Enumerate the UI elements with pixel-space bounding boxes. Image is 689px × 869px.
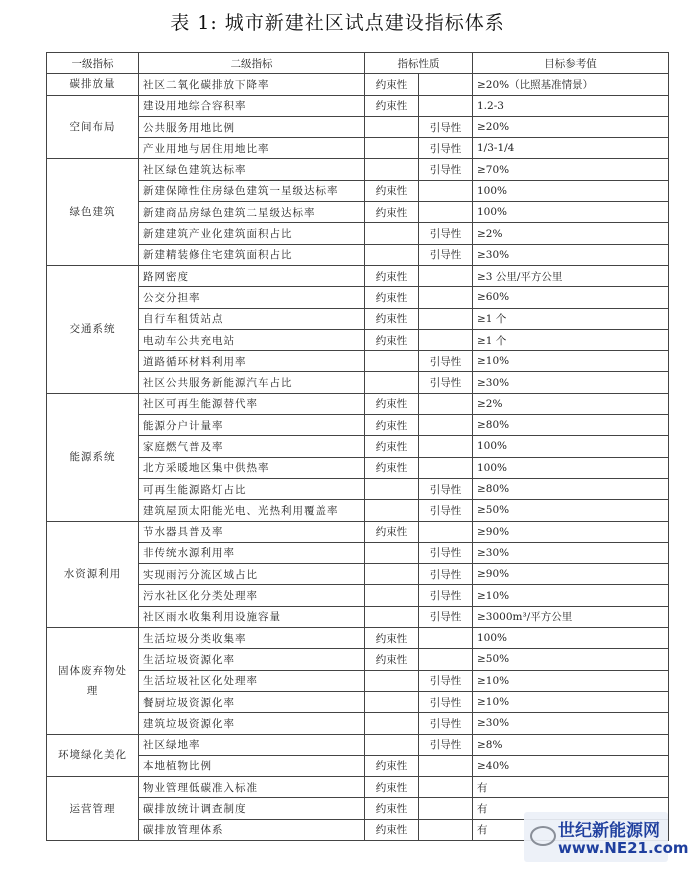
target-value-cell: ≥8% xyxy=(473,734,669,755)
target-value-cell: ≥1 个 xyxy=(473,308,669,329)
secondary-indicator-cell: 家庭燃气普及率 xyxy=(139,436,365,457)
secondary-indicator-cell: 节水器具普及率 xyxy=(139,521,365,542)
primary-indicator-cell: 水资源利用 xyxy=(47,521,139,627)
guiding-nature-cell xyxy=(419,457,473,478)
guiding-nature-cell: 引导性 xyxy=(419,691,473,712)
table-row xyxy=(47,713,669,734)
target-value-cell: 有 xyxy=(473,819,669,840)
secondary-indicator-cell: 建设用地综合容积率 xyxy=(139,95,365,116)
target-value-cell: ≥3000m³/平方公里 xyxy=(473,606,669,627)
guiding-nature-cell xyxy=(419,649,473,670)
table-row xyxy=(47,734,669,755)
guiding-nature-cell xyxy=(419,415,473,436)
primary-indicator-cell: 绿色建筑 xyxy=(47,159,139,265)
table-row xyxy=(47,415,669,436)
target-value-cell: ≥30% xyxy=(473,244,669,265)
guiding-nature-cell xyxy=(419,180,473,201)
target-value-cell: ≥30% xyxy=(473,542,669,563)
table-row xyxy=(47,500,669,521)
table-row xyxy=(47,372,669,393)
guiding-nature-cell: 引导性 xyxy=(419,713,473,734)
table-row xyxy=(47,116,669,137)
primary-indicator-cell: 能源系统 xyxy=(47,393,139,521)
binding-nature-cell: 约束性 xyxy=(365,798,419,819)
binding-nature-cell: 约束性 xyxy=(365,329,419,350)
secondary-indicator-cell: 新建保障性住房绿色建筑一星级达标率 xyxy=(139,180,365,201)
guiding-nature-cell: 引导性 xyxy=(419,606,473,627)
secondary-indicator-cell: 电动车公共充电站 xyxy=(139,329,365,350)
binding-nature-cell xyxy=(365,159,419,180)
guiding-nature-cell: 引导性 xyxy=(419,223,473,244)
primary-indicator-cell: 交通系统 xyxy=(47,265,139,393)
secondary-indicator-cell: 非传统水源利用率 xyxy=(139,542,365,563)
binding-nature-cell xyxy=(365,500,419,521)
guiding-nature-cell xyxy=(419,436,473,457)
secondary-indicator-cell: 生活垃圾社区化处理率 xyxy=(139,670,365,691)
secondary-indicator-cell: 建筑垃圾资源化率 xyxy=(139,713,365,734)
table-row xyxy=(47,223,669,244)
table-row xyxy=(47,180,669,201)
guiding-nature-cell xyxy=(419,628,473,649)
target-value-cell: ≥10% xyxy=(473,351,669,372)
secondary-indicator-cell: 公交分担率 xyxy=(139,287,365,308)
target-value-cell: 100% xyxy=(473,180,669,201)
target-value-cell: ≥30% xyxy=(473,713,669,734)
secondary-indicator-cell: 碳排放统计调查制度 xyxy=(139,798,365,819)
secondary-indicator-cell: 社区绿色建筑达标率 xyxy=(139,159,365,180)
target-value-cell: ≥50% xyxy=(473,500,669,521)
binding-nature-cell: 约束性 xyxy=(365,180,419,201)
target-value-cell: ≥30% xyxy=(473,372,669,393)
target-value-cell: 有 xyxy=(473,798,669,819)
binding-nature-cell: 约束性 xyxy=(365,287,419,308)
table-row xyxy=(47,585,669,606)
header-primary-indicator: 一级指标 xyxy=(47,53,139,74)
table-row xyxy=(47,649,669,670)
binding-nature-cell: 约束性 xyxy=(365,521,419,542)
guiding-nature-cell xyxy=(419,393,473,414)
binding-nature-cell xyxy=(365,670,419,691)
target-value-cell: ≥10% xyxy=(473,691,669,712)
table-row xyxy=(47,351,669,372)
table-row xyxy=(47,755,669,776)
table-row xyxy=(47,478,669,499)
binding-nature-cell: 约束性 xyxy=(365,74,419,95)
target-value-cell: ≥40% xyxy=(473,755,669,776)
guiding-nature-cell xyxy=(419,308,473,329)
binding-nature-cell: 约束性 xyxy=(365,777,419,798)
table-row xyxy=(47,138,669,159)
binding-nature-cell xyxy=(365,372,419,393)
target-value-cell: ≥70% xyxy=(473,159,669,180)
target-value-cell: ≥10% xyxy=(473,670,669,691)
table-row xyxy=(47,74,669,95)
secondary-indicator-cell: 产业用地与居住用地比率 xyxy=(139,138,365,159)
table-row xyxy=(47,436,669,457)
header-secondary-indicator: 二级指标 xyxy=(139,53,365,74)
header-target-value: 目标参考值 xyxy=(473,53,669,74)
secondary-indicator-cell: 道路循环材料利用率 xyxy=(139,351,365,372)
secondary-indicator-cell: 物业管理低碳准入标准 xyxy=(139,777,365,798)
binding-nature-cell: 约束性 xyxy=(365,457,419,478)
guiding-nature-cell xyxy=(419,819,473,840)
guiding-nature-cell xyxy=(419,755,473,776)
secondary-indicator-cell: 可再生能源路灯占比 xyxy=(139,478,365,499)
secondary-indicator-cell: 社区雨水收集利用设施容量 xyxy=(139,606,365,627)
primary-indicator-cell: 运营管理 xyxy=(47,777,139,841)
binding-nature-cell xyxy=(365,606,419,627)
target-value-cell: ≥20%（比照基准情景） xyxy=(473,74,669,95)
guiding-nature-cell: 引导性 xyxy=(419,500,473,521)
guiding-nature-cell: 引导性 xyxy=(419,585,473,606)
target-value-cell: 100% xyxy=(473,457,669,478)
guiding-nature-cell xyxy=(419,521,473,542)
table-row xyxy=(47,606,669,627)
secondary-indicator-cell: 碳排放管理体系 xyxy=(139,819,365,840)
binding-nature-cell: 约束性 xyxy=(365,436,419,457)
binding-nature-cell: 约束性 xyxy=(365,95,419,116)
target-value-cell: 100% xyxy=(473,628,669,649)
binding-nature-cell: 约束性 xyxy=(365,649,419,670)
binding-nature-cell xyxy=(365,734,419,755)
watermark-text: 世纪新能源网 xyxy=(558,821,660,841)
target-value-cell: 100% xyxy=(473,202,669,223)
table-header-row xyxy=(47,53,669,74)
guiding-nature-cell: 引导性 xyxy=(419,244,473,265)
binding-nature-cell: 约束性 xyxy=(365,308,419,329)
secondary-indicator-cell: 社区公共服务新能源汽车占比 xyxy=(139,372,365,393)
table-row xyxy=(47,628,669,649)
table-row xyxy=(47,265,669,286)
secondary-indicator-cell: 生活垃圾资源化率 xyxy=(139,649,365,670)
target-value-cell: ≥80% xyxy=(473,415,669,436)
target-value-cell: 1/3-1/4 xyxy=(473,138,669,159)
binding-nature-cell xyxy=(365,138,419,159)
target-value-cell: ≥60% xyxy=(473,287,669,308)
secondary-indicator-cell: 路网密度 xyxy=(139,265,365,286)
secondary-indicator-cell: 能源分户计量率 xyxy=(139,415,365,436)
table-row xyxy=(47,670,669,691)
target-value-cell: ≥80% xyxy=(473,478,669,499)
target-value-cell: ≥50% xyxy=(473,649,669,670)
guiding-nature-cell: 引导性 xyxy=(419,734,473,755)
target-value-cell: ≥20% xyxy=(473,116,669,137)
table-title: 表 1: 城市新建社区试点建设指标体系 xyxy=(170,12,505,34)
guiding-nature-cell: 引导性 xyxy=(419,351,473,372)
binding-nature-cell: 约束性 xyxy=(365,415,419,436)
table-row xyxy=(47,777,669,798)
guiding-nature-cell: 引导性 xyxy=(419,478,473,499)
target-value-cell: 有 xyxy=(473,777,669,798)
secondary-indicator-cell: 社区绿地率 xyxy=(139,734,365,755)
secondary-indicator-cell: 餐厨垃圾资源化率 xyxy=(139,691,365,712)
primary-indicator-cell: 碳排放量 xyxy=(47,74,139,95)
guiding-nature-cell xyxy=(419,265,473,286)
target-value-cell: 1.2-3 xyxy=(473,95,669,116)
binding-nature-cell xyxy=(365,351,419,372)
primary-indicator-cell: 环境绿化美化 xyxy=(47,734,139,777)
secondary-indicator-cell: 社区二氧化碳排放下降率 xyxy=(139,74,365,95)
header-indicator-nature: 指标性质 xyxy=(365,53,473,74)
secondary-indicator-cell: 新建精装修住宅建筑面积占比 xyxy=(139,244,365,265)
secondary-indicator-cell: 建筑屋顶太阳能光电、光热利用覆盖率 xyxy=(139,500,365,521)
secondary-indicator-cell: 生活垃圾分类收集率 xyxy=(139,628,365,649)
guiding-nature-cell xyxy=(419,798,473,819)
binding-nature-cell: 约束性 xyxy=(365,755,419,776)
guiding-nature-cell xyxy=(419,287,473,308)
target-value-cell: ≥1 个 xyxy=(473,329,669,350)
table-row xyxy=(47,95,669,116)
target-value-cell: ≥10% xyxy=(473,585,669,606)
guiding-nature-cell: 引导性 xyxy=(419,670,473,691)
binding-nature-cell: 约束性 xyxy=(365,819,419,840)
guiding-nature-cell xyxy=(419,329,473,350)
binding-nature-cell xyxy=(365,713,419,734)
binding-nature-cell: 约束性 xyxy=(365,265,419,286)
table-row xyxy=(47,202,669,223)
secondary-indicator-cell: 新建商品房绿色建筑二星级达标率 xyxy=(139,202,365,223)
binding-nature-cell xyxy=(365,478,419,499)
target-value-cell: 100% xyxy=(473,436,669,457)
table-row xyxy=(47,393,669,414)
binding-nature-cell xyxy=(365,564,419,585)
table-row xyxy=(47,691,669,712)
table-row xyxy=(47,457,669,478)
target-value-cell: ≥2% xyxy=(473,393,669,414)
watermark-url: www.NE21.com xyxy=(558,839,689,857)
secondary-indicator-cell: 北方采暖地区集中供热率 xyxy=(139,457,365,478)
guiding-nature-cell xyxy=(419,74,473,95)
secondary-indicator-cell: 新建建筑产业化建筑面积占比 xyxy=(139,223,365,244)
secondary-indicator-cell: 污水社区化分类处理率 xyxy=(139,585,365,606)
guiding-nature-cell: 引导性 xyxy=(419,138,473,159)
table-row xyxy=(47,308,669,329)
table-row xyxy=(47,244,669,265)
wechat-icon xyxy=(530,826,556,846)
table-row xyxy=(47,521,669,542)
guiding-nature-cell: 引导性 xyxy=(419,542,473,563)
table-row xyxy=(47,159,669,180)
watermark-logo xyxy=(524,812,689,862)
target-value-cell: ≥90% xyxy=(473,564,669,585)
target-value-cell: ≥90% xyxy=(473,521,669,542)
guiding-nature-cell xyxy=(419,777,473,798)
binding-nature-cell xyxy=(365,244,419,265)
table-row xyxy=(47,287,669,308)
binding-nature-cell xyxy=(365,691,419,712)
guiding-nature-cell: 引导性 xyxy=(419,564,473,585)
binding-nature-cell xyxy=(365,542,419,563)
guiding-nature-cell: 引导性 xyxy=(419,372,473,393)
binding-nature-cell xyxy=(365,223,419,244)
target-value-cell: ≥2% xyxy=(473,223,669,244)
target-value-cell: ≥3 公里/平方公里 xyxy=(473,265,669,286)
binding-nature-cell xyxy=(365,585,419,606)
secondary-indicator-cell: 社区可再生能源替代率 xyxy=(139,393,365,414)
primary-indicator-cell: 空间布局 xyxy=(47,95,139,159)
binding-nature-cell: 约束性 xyxy=(365,393,419,414)
binding-nature-cell: 约束性 xyxy=(365,628,419,649)
table-row xyxy=(47,564,669,585)
table-row xyxy=(47,542,669,563)
secondary-indicator-cell: 实现雨污分流区域占比 xyxy=(139,564,365,585)
guiding-nature-cell xyxy=(419,202,473,223)
guiding-nature-cell: 引导性 xyxy=(419,159,473,180)
guiding-nature-cell xyxy=(419,95,473,116)
indicator-table xyxy=(46,52,669,841)
binding-nature-cell: 约束性 xyxy=(365,202,419,223)
secondary-indicator-cell: 本地植物比例 xyxy=(139,755,365,776)
primary-indicator-cell: 固体废弃物处理 xyxy=(47,628,139,734)
table-row xyxy=(47,329,669,350)
secondary-indicator-cell: 公共服务用地比例 xyxy=(139,116,365,137)
binding-nature-cell xyxy=(365,116,419,137)
guiding-nature-cell: 引导性 xyxy=(419,116,473,137)
secondary-indicator-cell: 自行车租赁站点 xyxy=(139,308,365,329)
